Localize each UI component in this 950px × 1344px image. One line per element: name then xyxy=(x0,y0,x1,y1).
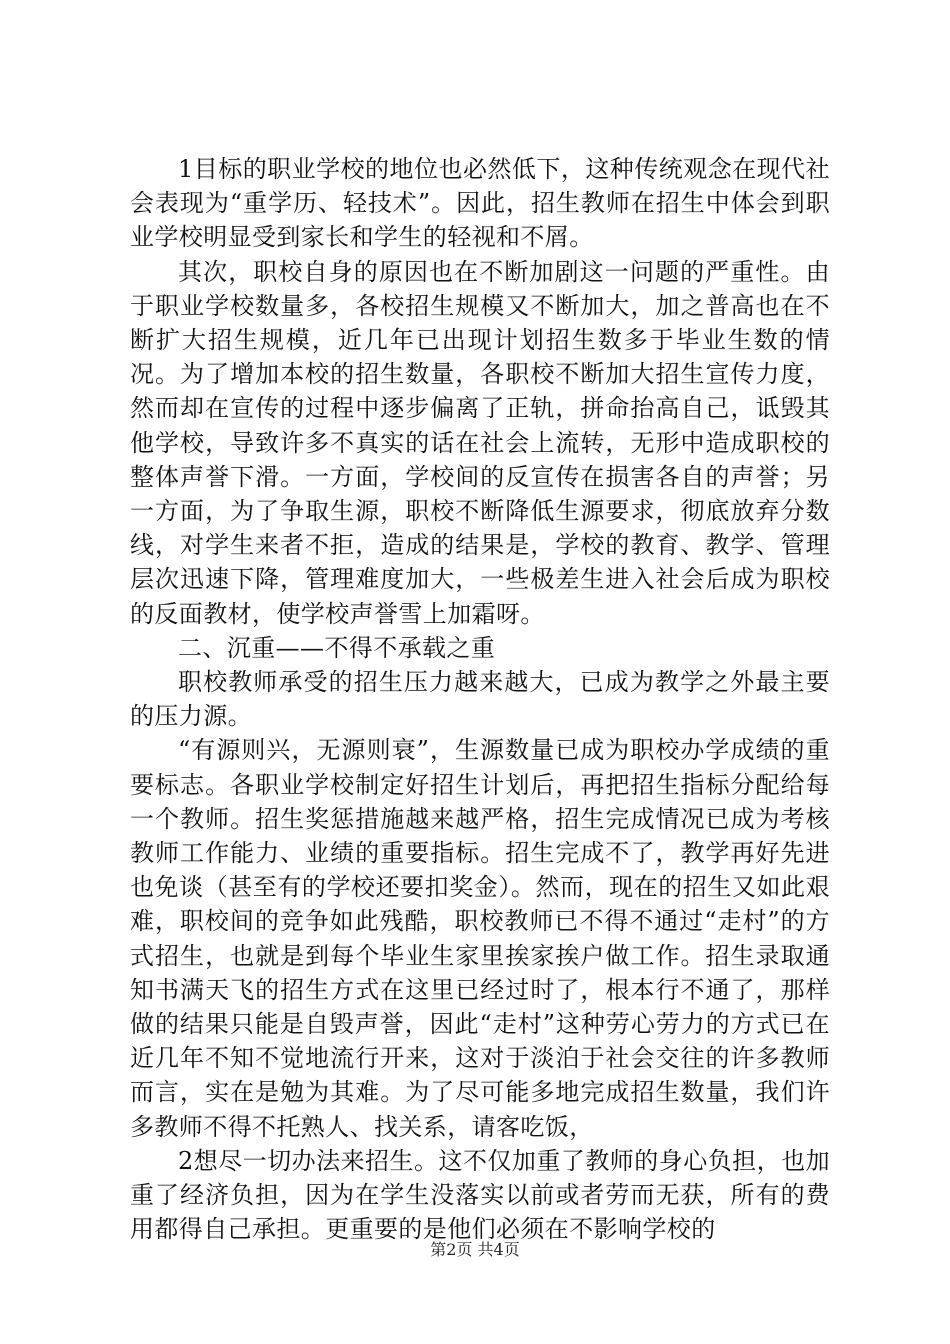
paragraph-4: “有源则兴，无源则衰”，生源数量已成为职校办学成绩的重要标志。各职业学校制定好招生计划后，再把招生指标分配给每一个教师。招生奖惩措施越来越严格，招生完成情况已成为考核教师工作能力、业绩的重要指标。招生完成不了，教学再好先进也免谈（甚至有的学校还要扣奖金）。然而，现在的招生又如此艰难，职校间的竞争如此残酷，职校教师已不得不通过“走村”的方式招生，也就是到每个毕业生家里挨家挨户做工作。招生录取通知书满天飞的招生方式在这里已经过时了，根本行不通了，那样做的结果只能是自毁声誉，因此“走村”这种劳心劳力的方式已在近几年不知不觉地流行开来，这对于淡泊于社会交往的许多教师而言，实在是勉为其难。为了尽可能多地完成招生数量，我们许多教师不得不托熟人、找关系，请客吃饭， xyxy=(130,736,830,1141)
paragraph-1: 1目标的职业学校的地位也必然低下，这种传统观念在现代社会表现为“重学历、轻技术”。因此，招生教师在招生中体会到职业学校明显受到家长和学生的轻视和不屑。 xyxy=(130,155,830,252)
section-heading: 二、沉重——不得不承载之重 xyxy=(178,633,496,662)
page-number-footer: 第2页 共4页 xyxy=(430,1240,520,1259)
paragraph-2: 其次，职校自身的原因也在不断加剧这一问题的严重性。由于职业学校数量多，各校招生规模又不断加大，加之普高也在不断扩大招生规模，近几年已出现计划招生数多于毕业生数的情况。为了增加本校的招生数量，各职校不断加大招生宣传力度，然而却在宣传的过程中逐步偏离了正轨，拼命抬高自己，诋毁其他学校，导致许多不真实的话在社会上流转，无形中造成职校的整体声誉下滑。一方面，学校间的反宣传在损害各自的声誉；另一方面，为了争取生源，职校不断降低生源要求，彻底放弃分数线，对学生来者不拒，造成的结果是，学校的教育、教学、管理层次迅速下降，管理难度加大，一些极差生进入社会后成为职校的反面教材，使学校声誉雪上加霜呀。 xyxy=(130,257,830,628)
paragraph-3: 职校教师承受的招生压力越来越大，已成为教学之外最主要的压力源。 xyxy=(130,668,830,731)
paragraph-5: 2想尽一切办法来招生。这不仅加重了教师的身心负担，也加重了经济负担，因为在学生没落实以前或者劳而无获，所有的费用都得自己承担。更重要的是他们必须在不影响学校的 xyxy=(130,1146,830,1244)
document-body xyxy=(130,152,830,1247)
